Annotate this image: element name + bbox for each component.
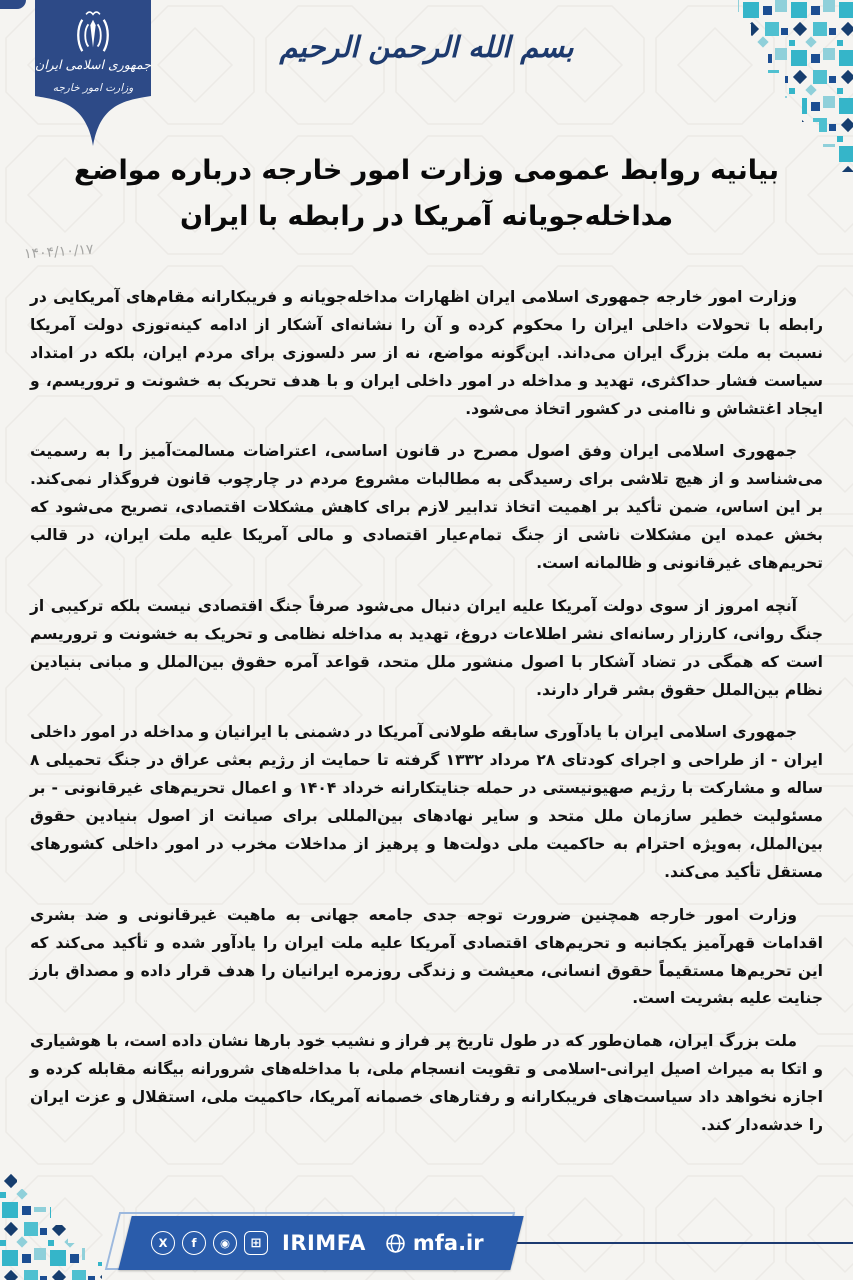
aparat-icon: ◉ [213,1231,237,1255]
globe-icon [385,1233,406,1254]
statement-title-line-1: بیانیه روابط عمومی وزارت امور خارجه درباره مواضع [73,155,780,186]
statement-paragraph: وزارت امور خارجه جمهوری اسلامی ایران اظهارات مداخله‌جویانه و فریبکارانه مقام‌های آمریکایی در رابطه با تحولات داخلی ایران را محکوم کرده و آن را نشانه‌ای آشکار از ادامه کینه‌توزی دولت آمریکا نسبت به ملت بزرگ ایران می‌داند. این‌گونه مواضع، نه از سر دلسوزی برای مردم ایران، بلکه در امتداد سیاست فشار حداکثری، تهدید و مداخله در امور داخلی ایران و با هدف تحریک به خشونت و تروریسم، و ایجاد اغتشاش و ناامنی در کشور اتخاذ می‌شود. [30,288,823,418]
statement-paragraph: وزارت امور خارجه همچنین ضرورت توجه جدی جامعه جهانی به ماهیت غیرقانونی و ضد بشری اقدامات قهرآمیز یکجانبه و تحریم‌های اقتصادی آمریکا علیه ملت ایران را یادآور شده و تأکید می‌کند که این تحریم‌ها مستقیماً حقوق انسانی، معیشت و زندگی روزمره ایرانیان را هدف قرار داده و مصداق بارز جنایت علیه بشریت است. [30,905,823,1008]
badge-country-label: جمهوری اسلامی ایران [35,57,151,72]
mosaic-corner-bottom-left [0,1152,120,1280]
badge-ministry-label: وزارت امور خارجه [52,82,134,94]
app-grid-icon: ⊞ [244,1231,268,1255]
statement-body [30,284,823,1155]
x-icon: X [151,1231,175,1255]
footer-banner [118,1216,523,1270]
footer-divider-line [505,1242,853,1244]
statement-date: ۱۴۰۴/۱۰/۱۷ [23,241,95,263]
social-handle: IRIMFA [282,1231,366,1255]
statement-paragraph: جمهوری اسلامی ایران وفق اصول مصرح در قانون اساسی، اعتراضات مسالمت‌آمیز را به رسمیت می‌شناسد و از هیچ تلاشی برای رسیدگی به مطالبات مشروع مردم در چارچوب قانون فروگذار نمی‌کند. بر این اساس، ضمن تأکید بر اهمیت اتخاذ تدابیر لازم برای کاهش مشکلات اقتصادی، تصریح می‌شود که بخش عمده این مشکلات ناشی از جنگ تمام‌عیار اقتصادی و مالی آمریکا علیه ملت ایران، در قالب تحریم‌های غیرقانونی و ظالمانه است. [30,442,823,573]
statement-paragraph: جمهوری اسلامی ایران با یادآوری سابقه طولانی آمریکا در دشمنی با ایرانیان و مداخله در امور داخلی ایران - از طراحی و اجرای کودتای ۲۸ مرداد ۱۳۳۲ گرفته تا حمایت از رژیم بعثی عراق در جنگ تحمیلی ۸ ساله و مشارکت با رژیم صهیونیستی در حمله جنایتکارانه خرداد ۱۴۰۴ و اعمال تحریم‌های غیرقانونی - بر مسئولیت خطیر سازمان ملل متحد و سایر نهادهای بین‌المللی برای صیانت از اصول بنیادین حقوق بین‌الملل، به‌ویژه احترام به حاکمیت ملی دولت‌ها و پرهیز از مداخلات مخرب در امور داخلی کشورهای مستقل تأکید می‌کند. [30,723,823,881]
website-label: mfa.ir [412,1231,484,1255]
statement-paragraph: آنچه امروز از سوی دولت آمریکا علیه ایران دنبال می‌شود صرفاً جنگ اقتصادی نیست بلکه ترکیبی از جنگ روانی، کارزار رسانه‌ای نشر اطلاعات دروغ، تهدید به مداخله نظامی و تحریک به خشونت و تروریسم است که همگی در تضاد آشکار با اصول منشور ملل متحد، قواعد آمره حقوق بین‌الملل و مبانی بنیادین نظام بین‌الملل حقوق بشر قرار دارند. [30,596,823,699]
statement-title-line-2: مداخله‌جویانه آمریکا در رابطه با ایران [179,201,674,233]
iran-emblem-icon [70,7,116,57]
footer-banner-content [125,1216,517,1270]
statement-paragraph: ملت بزرگ ایران، همان‌طور که در طول تاریخ پر فراز و نشیب خود بارها نشان داده است، با هوشیاری و اتکا به میراث اصیل ایرانی-اسلامی و تقویت انسجام ملی، با مداخله‌های شرورانه بیگانه مقابله کرده و اجازه نخواهد داد سیاست‌های فریبکارانه و رفتارهای خصمانه آمریکا، حاکمیت ملی، استقلال و عزت ایران را خدشه‌دار کند. [30,1032,823,1135]
bismillah-calligraphy: بسم الله الرحمن الرحیم [279,30,574,64]
ministry-badge [33,0,153,150]
statement-title [40,148,813,241]
facebook-icon: f [182,1231,206,1255]
